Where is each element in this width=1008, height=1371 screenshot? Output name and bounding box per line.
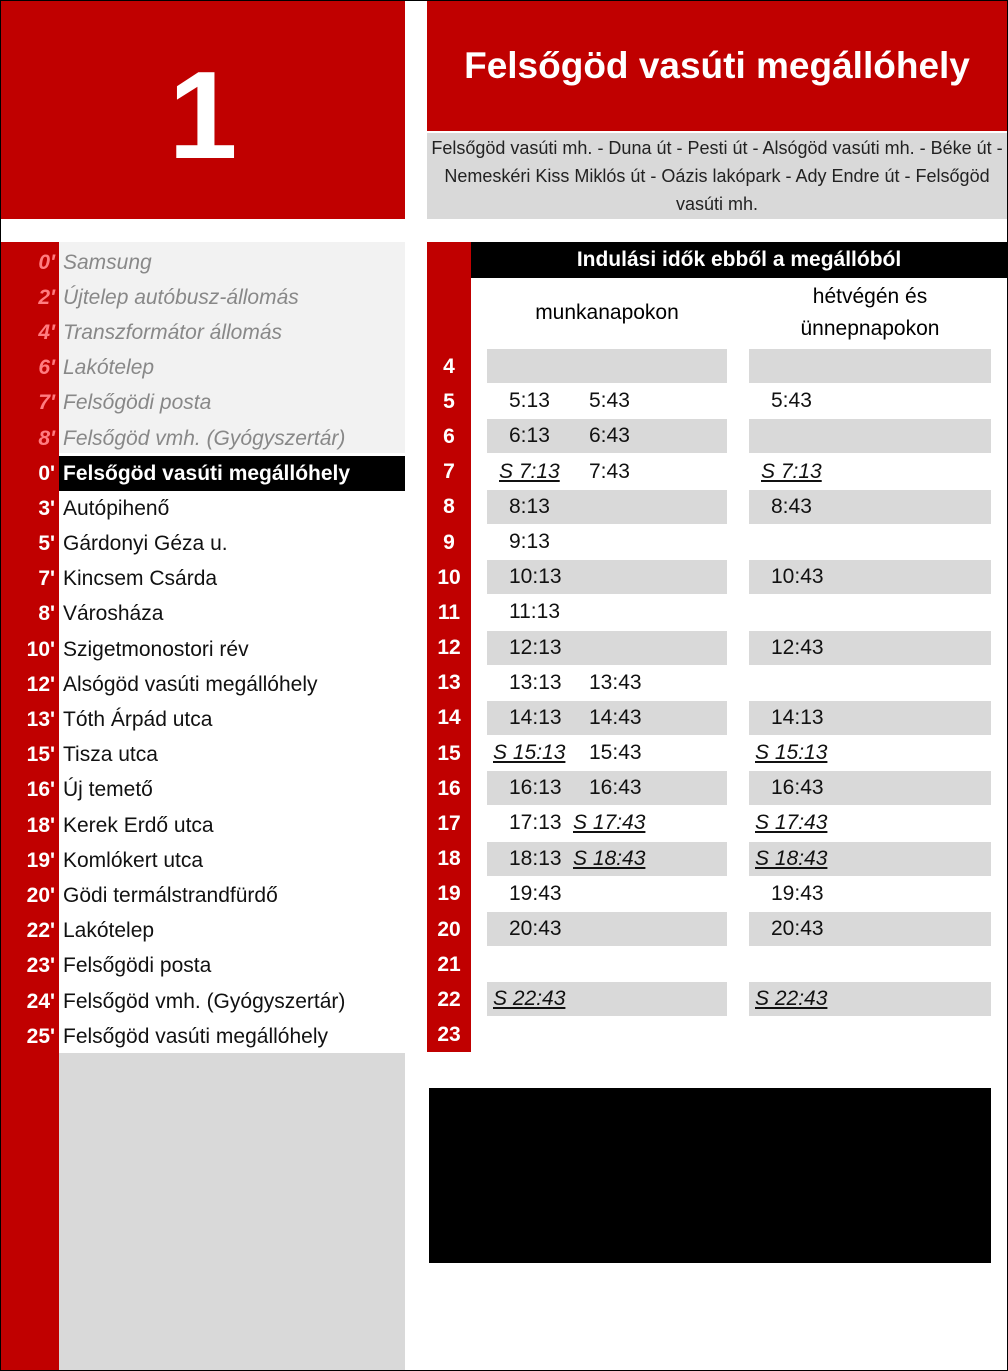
- stop-name: Komlókert utca: [63, 848, 204, 872]
- workday-cell: [487, 455, 727, 490]
- current-stop-row: [1, 456, 405, 491]
- page-title: Felsőgöd vasúti megállóhely: [464, 45, 970, 86]
- departure-time-special: S 15:13: [755, 741, 828, 765]
- stop-row: [1, 245, 405, 280]
- timetable-row: [427, 349, 1007, 384]
- stop-row: [1, 562, 405, 597]
- workday-cell: [487, 947, 727, 982]
- timetable-row: [427, 771, 1007, 806]
- stop-name: Transzformátor állomás: [63, 320, 283, 344]
- stop-row: [1, 667, 405, 702]
- hour-label: 23: [437, 1023, 461, 1047]
- weekend-cell: [749, 525, 991, 560]
- timetable-row: [427, 982, 1007, 1017]
- stop-minutes: 0': [38, 250, 55, 274]
- stop-row: [1, 914, 405, 949]
- timetable-row: [427, 947, 1007, 982]
- stop-row: [1, 843, 405, 878]
- weekend-cell: [749, 384, 991, 419]
- stop-minutes: 23': [26, 954, 55, 978]
- hour-label: 20: [437, 917, 461, 941]
- weekend-cell: [749, 490, 991, 524]
- stop-row: [1, 527, 405, 562]
- workday-cell: [487, 631, 727, 665]
- stop-row: [1, 421, 405, 456]
- workday-cell: [487, 384, 727, 419]
- route-description: Felsőgöd vasúti mh. - Duna út - Pesti út - Alsógöd vasúti mh. - Béke út - Nemeskéri Kiss Miklós út - Oázis lakópark - Ady Endre út - Felsőgöd vasúti mh.: [431, 138, 1003, 214]
- timetable-header: Indulási idők ebből a megállóból: [471, 242, 1007, 278]
- stop-name: Felsőgöd vmh. (Gyógyszertár): [63, 989, 346, 1013]
- stop-name: Szigetmonostori rév: [63, 637, 249, 661]
- workday-cell: [487, 912, 727, 946]
- column-header-weekend: hétvégén és ünnepnapokon: [800, 285, 940, 340]
- workday-cell: [487, 560, 727, 594]
- stop-name: Városháza: [63, 602, 164, 626]
- departure-time-special: S 7:13: [761, 459, 822, 483]
- stop-minutes: 24': [26, 989, 55, 1013]
- timetable-rows: [427, 349, 1007, 1053]
- stop-name: Kincsem Csárda: [63, 567, 218, 591]
- departure-time-special: S 18:43: [573, 846, 646, 870]
- stop-minutes: 22': [26, 919, 55, 943]
- departure-time-special: S 17:43: [755, 811, 828, 835]
- workday-cell: [487, 982, 727, 1016]
- route-number-box: [1, 1, 405, 219]
- timetable-row: [427, 631, 1007, 666]
- stop-minutes: 12': [26, 672, 55, 696]
- hour-label: 15: [437, 741, 461, 765]
- workday-cell: [487, 701, 727, 735]
- departure-time: 16:43: [589, 776, 642, 800]
- stop-name: Autópihenő: [63, 496, 170, 520]
- departure-time: 14:13: [771, 705, 824, 729]
- timetable-row: [427, 666, 1007, 701]
- hour-label: 21: [437, 952, 461, 976]
- weekend-cell: [749, 982, 991, 1016]
- stop-name: Felsőgödi posta: [63, 954, 212, 978]
- stop-name: Új temető: [63, 778, 153, 802]
- departure-time: 5:43: [589, 389, 630, 413]
- weekend-cell: [749, 842, 991, 876]
- workday-cell: [487, 490, 727, 524]
- hour-label: 7: [443, 460, 455, 484]
- timetable-row: [427, 877, 1007, 912]
- stop-row: [1, 386, 405, 421]
- departure-time: 14:43: [589, 705, 642, 729]
- hour-label: 4: [443, 354, 455, 378]
- departure-time-special: S 17:43: [573, 811, 646, 835]
- workday-cell: [487, 806, 727, 841]
- timetable-row: [427, 490, 1007, 525]
- hour-label: 10: [437, 565, 461, 589]
- stop-row: [1, 878, 405, 913]
- timetable-row: [427, 455, 1007, 490]
- weekend-cell: [749, 349, 991, 383]
- hour-label: 8: [443, 495, 455, 519]
- column-header-workdays: munkanapokon: [535, 301, 679, 324]
- stop-row: [1, 351, 405, 386]
- timetable-row: [427, 701, 1007, 736]
- hour-label: 11: [437, 600, 461, 624]
- stop-minutes: 7': [38, 391, 55, 415]
- departure-time: 19:43: [509, 881, 562, 905]
- stop-name: Felsőgöd vmh. (Gyógyszertár): [63, 426, 346, 450]
- weekend-cell: [749, 455, 991, 490]
- hour-label: 9: [443, 530, 455, 554]
- stop-row: [1, 949, 405, 984]
- departure-time: 20:43: [771, 917, 824, 940]
- weekend-cell: [749, 701, 991, 735]
- timetable-row: [427, 419, 1007, 454]
- departure-time: 8:13: [509, 494, 550, 518]
- stop-name: Újtelep autóbusz-állomás: [63, 285, 299, 309]
- route-number: 1: [168, 47, 238, 185]
- weekend-cell: [749, 947, 991, 982]
- stop-minutes: 4': [38, 320, 55, 344]
- weekend-cell: [749, 666, 991, 701]
- timetable-row: [427, 1018, 1007, 1053]
- departure-time: 8:43: [771, 494, 812, 518]
- departure-time-special: S 22:43: [493, 987, 566, 1011]
- departure-time: 12:43: [771, 635, 824, 659]
- stop-name: Felsőgöd vasúti megállóhely: [63, 1024, 328, 1048]
- departure-time: 7:43: [589, 459, 630, 483]
- timetable-row: [427, 595, 1007, 630]
- departure-time: 20:43: [509, 917, 562, 940]
- route-description-box: [427, 133, 1007, 219]
- hour-label: 22: [437, 987, 461, 1011]
- departure-time-special: S 22:43: [755, 987, 828, 1011]
- black-panel: [429, 1088, 991, 1263]
- stop-minutes: 8': [38, 426, 55, 450]
- stop-name: Tisza utca: [63, 743, 158, 767]
- timetable-row: [427, 736, 1007, 771]
- timetable-row: [427, 842, 1007, 877]
- weekend-cell: [749, 877, 991, 912]
- stop-name: Lakótelep: [63, 356, 155, 380]
- stop-minutes: 3': [38, 496, 55, 520]
- stop-minutes: 0': [38, 461, 55, 485]
- workday-cell: [487, 666, 727, 701]
- stops-list: [1, 245, 405, 1054]
- stop-minutes: 20': [26, 883, 55, 907]
- stop-row: [1, 984, 405, 1019]
- stop-title-box: [427, 1, 1007, 131]
- hour-label: 17: [437, 812, 461, 836]
- stop-row: [1, 738, 405, 773]
- timetable-row: [427, 560, 1007, 595]
- stop-minutes: 5': [38, 532, 55, 556]
- stop-row: [1, 632, 405, 667]
- hour-label: 6: [443, 424, 455, 448]
- stop-minutes: 7': [38, 567, 55, 591]
- departure-time: 19:43: [771, 881, 824, 905]
- departure-time: 6:13: [509, 424, 550, 448]
- timetable-row: [427, 384, 1007, 419]
- departure-time: 16:43: [771, 776, 824, 800]
- stop-row: [1, 808, 405, 843]
- weekend-cell: [749, 595, 991, 630]
- stop-name: Kerek Erdő utca: [63, 813, 214, 837]
- workday-cell: [487, 1018, 727, 1053]
- weekend-cell: [749, 560, 991, 594]
- stop-minutes: 13': [26, 708, 55, 732]
- departure-time: 15:43: [589, 741, 642, 765]
- filler-panel: [59, 1053, 405, 1370]
- hour-label: 12: [437, 636, 461, 660]
- stop-row: [1, 315, 405, 350]
- departure-time: 13:13: [509, 670, 562, 694]
- stop-name: Alsógöd vasúti megállóhely: [63, 672, 318, 696]
- stop-minutes: 15': [26, 743, 55, 767]
- stop-name: Gárdonyi Géza u.: [63, 532, 228, 556]
- workday-cell: [487, 877, 727, 912]
- stop-minutes: 18': [26, 813, 55, 837]
- stop-row: [1, 280, 405, 315]
- hour-label: 18: [437, 847, 461, 871]
- stop-row: [1, 773, 405, 808]
- stop-minutes: 10': [26, 637, 55, 661]
- departure-time: 14:13: [509, 705, 562, 729]
- hour-label: 13: [437, 671, 461, 695]
- weekend-cell: [749, 912, 991, 946]
- stop-row: [1, 491, 405, 526]
- stop-minutes: 25': [26, 1024, 55, 1048]
- stop-minutes: 8': [38, 602, 55, 626]
- stop-name: Samsung: [63, 250, 152, 274]
- weekend-cell: [749, 631, 991, 665]
- weekend-cell: [749, 1018, 991, 1053]
- departure-time: 10:13: [509, 565, 562, 589]
- stop-name: Gödi termálstrandfürdő: [63, 883, 278, 907]
- stop-minutes: 6': [38, 356, 55, 380]
- weekend-cell: [749, 806, 991, 841]
- workday-cell: [487, 595, 727, 630]
- stop-minutes: 2': [38, 285, 55, 309]
- departure-time-special: S 15:13: [493, 741, 566, 765]
- stop-row: [1, 597, 405, 632]
- timetable-row: [427, 806, 1007, 841]
- departure-time: 6:43: [589, 424, 630, 448]
- workday-cell: [487, 525, 727, 560]
- departure-time-special: S 7:13: [499, 459, 560, 483]
- timetable-row: [427, 525, 1007, 560]
- hour-label: 16: [437, 776, 461, 800]
- stop-name: Felsőgöd vasúti megállóhely: [59, 456, 405, 491]
- departure-time: 13:43: [589, 670, 642, 694]
- workday-cell: [487, 419, 727, 453]
- departure-time: 16:13: [509, 776, 562, 800]
- departure-time: 18:13: [509, 846, 562, 870]
- stop-name: Tóth Árpád utca: [63, 708, 213, 732]
- workday-cell: [487, 736, 727, 771]
- departure-time: 5:43: [771, 389, 812, 413]
- stop-row: [1, 1019, 405, 1054]
- hour-label: 19: [437, 882, 461, 906]
- departure-time: 5:13: [509, 389, 550, 413]
- weekend-cell: [749, 736, 991, 771]
- workday-cell: [487, 349, 727, 383]
- timetable-row: [427, 912, 1007, 947]
- hour-label: 5: [443, 389, 455, 413]
- stop-row: [1, 702, 405, 737]
- stop-minutes: 16': [26, 778, 55, 802]
- departure-time: 10:43: [771, 565, 824, 589]
- departure-time: 17:13: [509, 811, 562, 835]
- departure-time: 12:13: [509, 635, 562, 659]
- stop-minutes: 19': [26, 848, 55, 872]
- departure-time: 11:13: [509, 600, 560, 624]
- stop-name: Lakótelep: [63, 919, 155, 943]
- stop-name: Felsőgödi posta: [63, 391, 212, 415]
- departure-time: 9:13: [509, 529, 550, 553]
- weekend-cell: [749, 419, 991, 453]
- hour-label: 14: [437, 706, 461, 730]
- departure-time-special: S 18:43: [755, 846, 828, 870]
- workday-cell: [487, 771, 727, 805]
- workday-cell: [487, 842, 727, 876]
- weekend-cell: [749, 771, 991, 805]
